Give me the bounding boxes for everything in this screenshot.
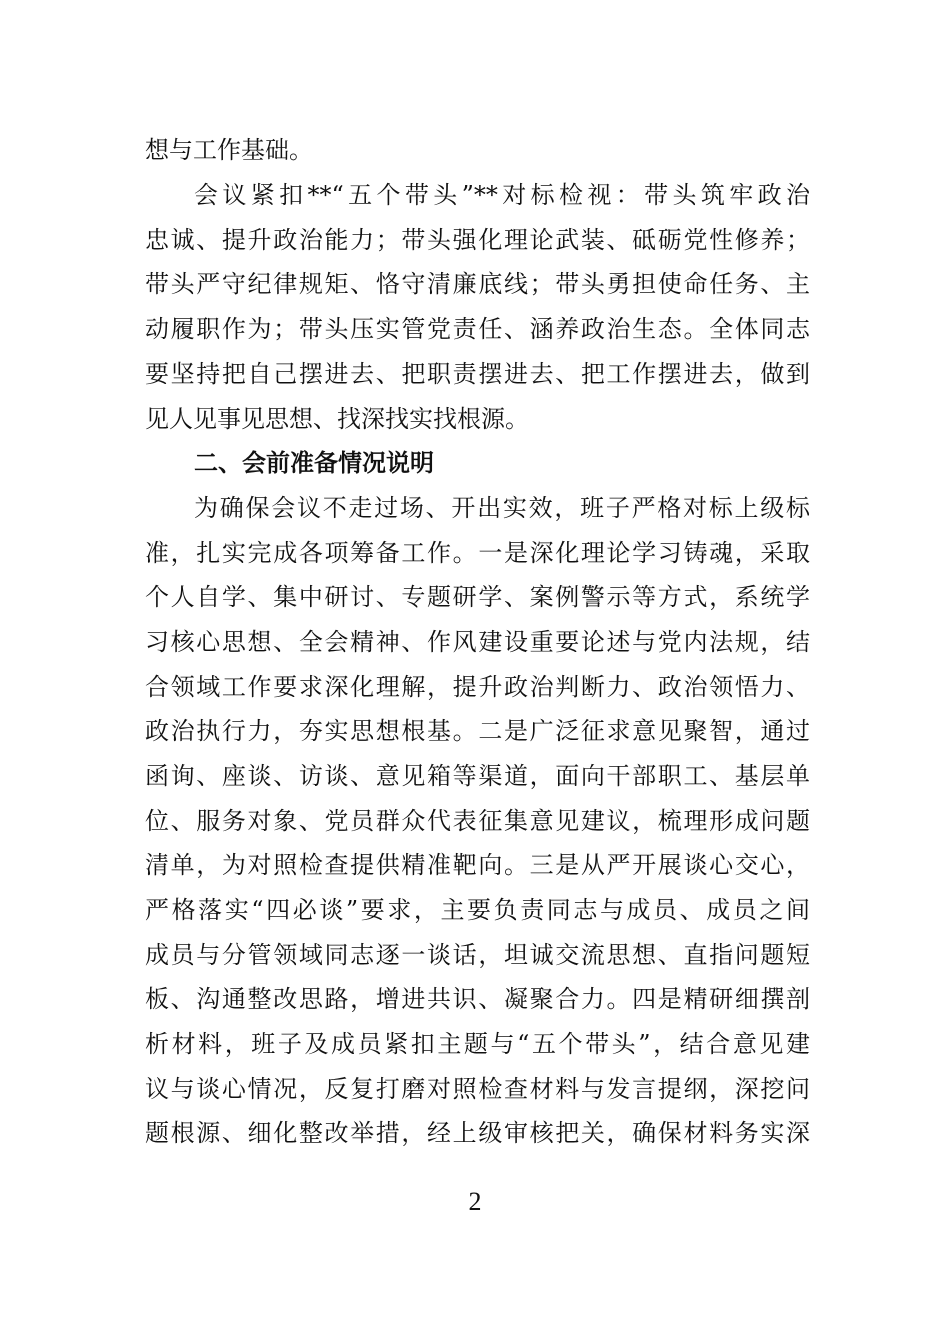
- text-line: 见人见事见思想、找深找实找根源。: [145, 405, 529, 433]
- text-line: 成员与分管领域同志逐一谈话，坦诚交流思想、直指问题短: [145, 941, 810, 969]
- text-line: 政治执行力，夯实思想根基。二是广泛征求意见聚智，通过: [145, 717, 810, 745]
- section-heading: 二、会前准备情况说明: [194, 449, 434, 477]
- text-line: 想与工作基础。: [145, 136, 313, 164]
- text-line: 会议紧扣**“五个带头”**对标检视：带头筑牢政治: [194, 181, 810, 209]
- text-line: 位、服务对象、党员群众代表征集意见建议，梳理形成问题: [145, 807, 810, 835]
- text-line: 动履职作为；带头压实管党责任、涵养政治生态。全体同志: [145, 315, 810, 343]
- text-line: 个人自学、集中研讨、专题研学、案例警示等方式，系统学: [145, 583, 810, 611]
- text-line: 题根源、细化整改举措，经上级审核把关，确保材料务实深: [145, 1119, 810, 1147]
- text-line: 清单，为对照检查提供精准靶向。三是从严开展谈心交心，: [145, 851, 810, 879]
- text-line: 严格落实“四必谈”要求，主要负责同志与成员、成员之间: [145, 896, 810, 924]
- text-line: 函询、座谈、访谈、意见箱等渠道，面向干部职工、基层单: [145, 762, 810, 790]
- text-line: 带头严守纪律规矩、恪守清廉底线；带头勇担使命任务、主: [145, 270, 810, 298]
- text-line: 板、沟通整改思路，增进共识、凝聚合力。四是精研细撰剖: [145, 985, 810, 1013]
- text-line: 析材料，班子及成员紧扣主题与“五个带头”，结合意见建: [145, 1030, 810, 1058]
- text-line: 议与谈心情况，反复打磨对照检查材料与发言提纲，深挖问: [145, 1075, 810, 1103]
- page-number: 2: [468, 1187, 482, 1216]
- text-line: 忠诚、提升政治能力；带头强化理论武装、砥砺党性修养；: [145, 226, 810, 254]
- text-line: 准，扎实完成各项筹备工作。一是深化理论学习铸魂，采取: [145, 539, 810, 567]
- text-line: 习核心思想、全会精神、作风建设重要论述与党内法规，结: [145, 628, 810, 656]
- text-line: 合领域工作要求深化理解，提升政治判断力、政治领悟力、: [145, 673, 810, 701]
- text-line: 要坚持把自己摆进去、把职责摆进去、把工作摆进去，做到: [145, 360, 810, 388]
- text-line: 为确保会议不走过场、开出实效，班子严格对标上级标: [194, 494, 810, 522]
